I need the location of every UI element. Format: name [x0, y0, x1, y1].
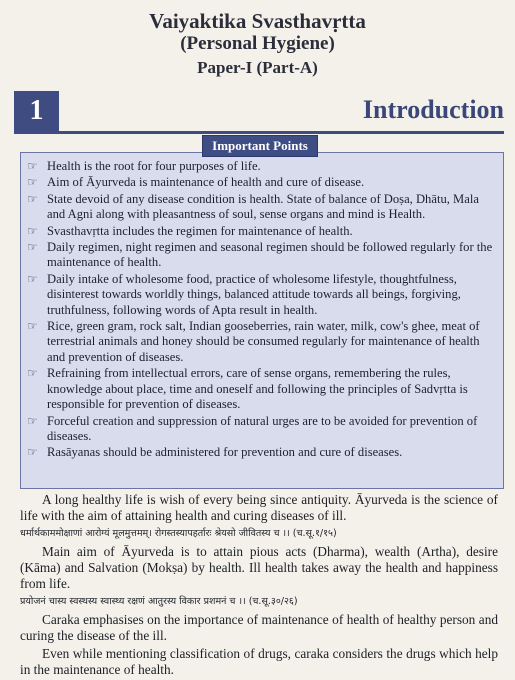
- paper-label: Paper-I (Part-A): [197, 58, 318, 77]
- list-item: ☞ Aim of Āyurveda is maintenance of health and cure of disease.: [27, 175, 365, 190]
- pointing-hand-icon: ☞: [27, 191, 38, 206]
- important-points-badge: Important Points: [202, 135, 318, 157]
- list-item: ☞ Forceful creation and suppression of natural urges are to be avoided for prevention of diseases.: [27, 413, 478, 443]
- list-item: ☞ Daily regimen, night regimen and seasonal regimen should be followed regularly for the maintenance of health.: [27, 240, 493, 270]
- list-item: ☞ Refraining from intellectual errors, care of sense organs, remembering the rules, knowledge about place, time and oneself and following the principles of Sadvṛtta is responsible for prevention of diseases.: [27, 366, 468, 412]
- list-item: ☞ Health is the root for four purposes of life.: [27, 159, 261, 173]
- paragraph: Even while mentioning classification of drugs, caraka considers the drugs which help in the maintenance of health.: [20, 646, 498, 677]
- book-subtitle: (Personal Hygiene): [180, 33, 335, 54]
- chapter-number: 1: [14, 91, 59, 131]
- pointing-hand-icon: ☞: [27, 413, 38, 428]
- chapter-heading: [14, 91, 504, 134]
- important-points-list: [21, 153, 503, 461]
- sanskrit-verse: धर्मार्थकाममोक्षाणां आरोग्यं मूलमुत्तमम्। रोगस्तस्यापहर्तारः श्रेयसो जीवितस्य च ।। (च.सू.१/१५): [20, 528, 337, 539]
- book-title: Vaiyaktika Svasthavṛtta: [149, 9, 366, 33]
- pointing-hand-icon: ☞: [27, 240, 38, 255]
- body-text: [20, 492, 498, 680]
- pointing-hand-icon: ☞: [27, 445, 38, 460]
- important-points-box: [20, 152, 504, 489]
- page-header: [0, 0, 515, 79]
- pointing-hand-icon: ☞: [27, 366, 38, 381]
- pointing-hand-icon: ☞: [27, 271, 38, 286]
- pointing-hand-icon: ☞: [27, 223, 38, 238]
- paragraph: Main aim of Āyurveda is to attain pious acts (Dharma), wealth (Artha), desire (Kāma) and Salvation (Mokṣa) by health. Ill health takes away the health and happiness from life.: [20, 544, 498, 591]
- list-item: ☞ Svasthavṛtta includes the regimen for maintenance of health.: [27, 223, 353, 238]
- sanskrit-verse: प्रयोजनं चास्य स्वस्थस्य स्वास्थ्य रक्षणं आतुरस्य विकार प्रशमनं च ।। (च.सू.३०/२६): [20, 596, 298, 607]
- chapter-title: Introduction: [362, 95, 504, 124]
- pointing-hand-icon: ☞: [27, 159, 38, 173]
- list-item: ☞ Daily intake of wholesome food, practice of wholesome lifestyle, thoughtfulness, disinterest towards worldly things, balanced attitude towards all beings, forgiving, truthfulness, following words of Apta result in health.: [27, 271, 461, 317]
- list-item: ☞ State devoid of any disease condition is health. State of balance of Doṣa, Dhātu, Mala and Agni along with pleasantness of soul, sense organs and mind is Health.: [27, 191, 479, 222]
- list-item: ☞ Rice, green gram, rock salt, Indian gooseberries, rain water, milk, cow's ghee, meat of terrestrial animals and honey should be consumed regularly for maintenance of health and prevention of diseases.: [27, 319, 480, 364]
- pointing-hand-icon: ☞: [27, 319, 38, 334]
- paragraph: A long healthy life is wish of every being since antiquity. Āyurveda is the science of life with the aim of attaining health and curing diseases of ill.: [20, 492, 498, 523]
- list-item: ☞ Rasāyanas should be administered for prevention and cure of diseases.: [27, 445, 403, 460]
- pointing-hand-icon: ☞: [27, 175, 38, 190]
- paragraph: Caraka emphasises on the importance of maintenance of health of healthy person and curing the disease of the ill.: [20, 612, 498, 643]
